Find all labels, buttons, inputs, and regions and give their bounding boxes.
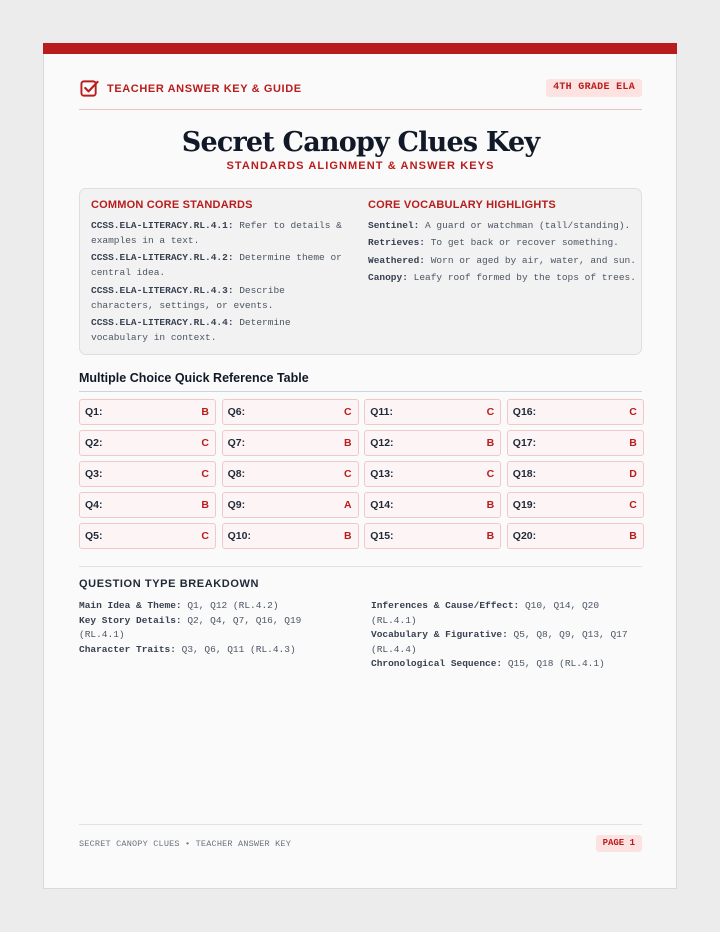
breakdown-item [79, 643, 329, 658]
question-number: Q11: [370, 406, 393, 418]
answer-cell [364, 399, 501, 425]
answer-cell [507, 399, 644, 425]
question-number: Q19: [512, 499, 537, 511]
breakdown-label: Key Story Details: [79, 614, 182, 626]
answer-letter: B [344, 530, 352, 542]
answer-cell [364, 430, 501, 456]
question-number: Q17: [512, 437, 537, 449]
breakdown-item [79, 614, 329, 643]
answer-letter: B [344, 437, 352, 449]
breakdown-heading: QUESTION TYPE BREAKDOWN [79, 578, 260, 590]
vocab-term: Weathered: [368, 254, 426, 266]
breakdown-text: Q15, Q18 (RL.4.1) [507, 658, 605, 669]
breakdown-item [371, 599, 639, 628]
answer-cell [222, 492, 359, 518]
question-number: Q15: [370, 530, 394, 542]
breakdown-label: Chronological Sequence: [371, 658, 503, 669]
page-content [79, 54, 642, 849]
vocab-definition: Leafy roof formed by the tops of trees. [413, 272, 636, 283]
answer-cell [79, 461, 216, 487]
answer-cell [79, 492, 216, 518]
vocab-definition: Worn or aged by air, water, and sun. [430, 254, 636, 266]
vocab-term: Retrieves: [368, 237, 426, 248]
answer-cell [364, 523, 501, 549]
standard-code: CCSS.ELA-LITERACY.RL.4.4: [91, 317, 234, 328]
breakdown-label: Main Idea & Theme: [79, 600, 182, 611]
question-number: Q6: [227, 406, 246, 418]
breakdown-left-column [79, 599, 329, 657]
breakdown-item [371, 628, 639, 657]
answer-letter: B [201, 406, 209, 418]
standard-text: Determine theme or central idea. [91, 252, 342, 278]
footer-divider [79, 824, 642, 825]
answer-letter: B [486, 530, 495, 542]
answer-cell [507, 430, 644, 456]
breakdown-text: Q2, Q4, Q7, Q16, Q19 (RL.4.1) [79, 614, 302, 640]
mcq-divider [79, 391, 642, 392]
answer-cell [79, 399, 216, 425]
answer-cell [222, 399, 359, 425]
answer-cell [507, 461, 644, 487]
page-header [79, 54, 642, 110]
standard-item [91, 250, 353, 280]
vocab-definition: A guard or watchman (tall/standing). [425, 219, 631, 231]
vocab-item [368, 218, 636, 233]
question-number: Q10: [227, 530, 251, 542]
standard-code: CCSS.ELA-LITERACY.RL.4.3: [91, 284, 234, 296]
question-number: Q12: [370, 437, 394, 449]
header-title: TEACHER ANSWER KEY & GUIDE [107, 83, 302, 95]
answer-letter: B [629, 530, 637, 542]
answer-cell [507, 492, 644, 518]
page-number-badge: PAGE 1 [596, 835, 642, 852]
answer-cell [222, 430, 359, 456]
breakdown-label: Character Traits: [79, 643, 176, 655]
standard-code: CCSS.ELA-LITERACY.RL.4.1: [91, 219, 234, 231]
vocab-item [368, 253, 636, 268]
question-number: Q8: [227, 468, 246, 480]
breakdown-right-column [371, 599, 639, 672]
document-title: Secret Canopy Clues Key [181, 127, 540, 158]
answer-cell [79, 430, 216, 456]
answer-key-page [43, 43, 677, 889]
answer-letter: B [486, 437, 495, 449]
standard-item [91, 315, 353, 345]
answer-letter: C [201, 530, 209, 542]
question-number: Q1: [85, 406, 103, 418]
answer-grid [79, 399, 642, 549]
breakdown-item [79, 599, 329, 614]
vocab-item [368, 270, 636, 285]
question-number: Q3: [85, 468, 103, 480]
vocab-term: Sentinel: [368, 219, 420, 231]
question-number: Q5: [85, 530, 103, 542]
answer-letter: B [486, 499, 495, 511]
question-number: Q2: [85, 437, 103, 449]
breakdown-text: Q3, Q6, Q11 (RL.4.3) [181, 643, 296, 655]
breakdown-divider [79, 566, 642, 567]
breakdown-text: Q5, Q8, Q9, Q13, Q17 (RL.4.4) [371, 629, 628, 655]
question-number: Q18: [512, 468, 537, 480]
standards-vocabulary-box [79, 188, 642, 355]
question-number: Q9: [227, 499, 246, 511]
breakdown-text: Q1, Q12 (RL.4.2) [187, 600, 279, 611]
answer-cell [507, 523, 644, 549]
vocabulary-heading: CORE VOCABULARY HIGHLIGHTS [368, 199, 556, 211]
mcq-table-title: Multiple Choice Quick Reference Table [79, 371, 309, 385]
standards-column [91, 199, 353, 345]
standard-code: CCSS.ELA-LITERACY.RL.4.2: [91, 252, 234, 263]
vocabulary-column [368, 199, 636, 285]
answer-cell [364, 461, 501, 487]
answer-cell [79, 523, 216, 549]
answer-cell [222, 461, 359, 487]
breakdown-text: Q10, Q14, Q20 (RL.4.1) [371, 600, 600, 626]
question-number: Q14: [370, 499, 394, 511]
answer-letter: C [486, 468, 495, 480]
footer-text: SECRET CANOPY CLUES • TEACHER ANSWER KEY [79, 839, 292, 849]
vocab-term: Canopy: [368, 272, 408, 283]
question-number: Q7: [227, 437, 246, 449]
standards-heading: COMMON CORE STANDARDS [91, 199, 253, 211]
answer-letter: C [344, 468, 352, 480]
checkbox-check-icon [80, 79, 99, 98]
breakdown-label: Inferences & Cause/Effect: [371, 600, 520, 611]
answer-letter: C [201, 468, 209, 480]
answer-letter: C [629, 499, 637, 511]
standard-item [91, 218, 353, 248]
question-number: Q20: [512, 530, 537, 542]
answer-letter: C [201, 437, 209, 449]
answer-letter: C [344, 406, 352, 418]
question-number: Q13: [370, 468, 394, 480]
answer-letter: A [344, 499, 352, 511]
answer-letter: B [201, 499, 209, 511]
breakdown-item [371, 657, 639, 672]
standard-item [91, 283, 353, 313]
answer-cell [364, 492, 501, 518]
document-subtitle: STANDARDS ALIGNMENT & ANSWER KEYS [226, 160, 495, 172]
answer-cell [222, 523, 359, 549]
answer-letter: C [486, 406, 495, 418]
standard-text: Determine vocabulary in context. [91, 317, 291, 343]
top-accent-bar [43, 43, 677, 54]
standard-text: Refer to details & examples in a text. [91, 219, 342, 246]
answer-letter: B [629, 437, 637, 449]
question-number: Q4: [85, 499, 103, 511]
question-number: Q16: [512, 406, 537, 418]
answer-letter: D [629, 468, 637, 480]
standard-text: Describe characters, settings, or events. [91, 284, 285, 311]
vocab-definition: To get back or recover something. [430, 237, 619, 248]
breakdown-label: Vocabulary & Figurative: [371, 629, 508, 640]
vocab-item [368, 235, 636, 250]
answer-letter: C [629, 406, 637, 418]
grade-badge: 4TH GRADE ELA [546, 79, 642, 97]
